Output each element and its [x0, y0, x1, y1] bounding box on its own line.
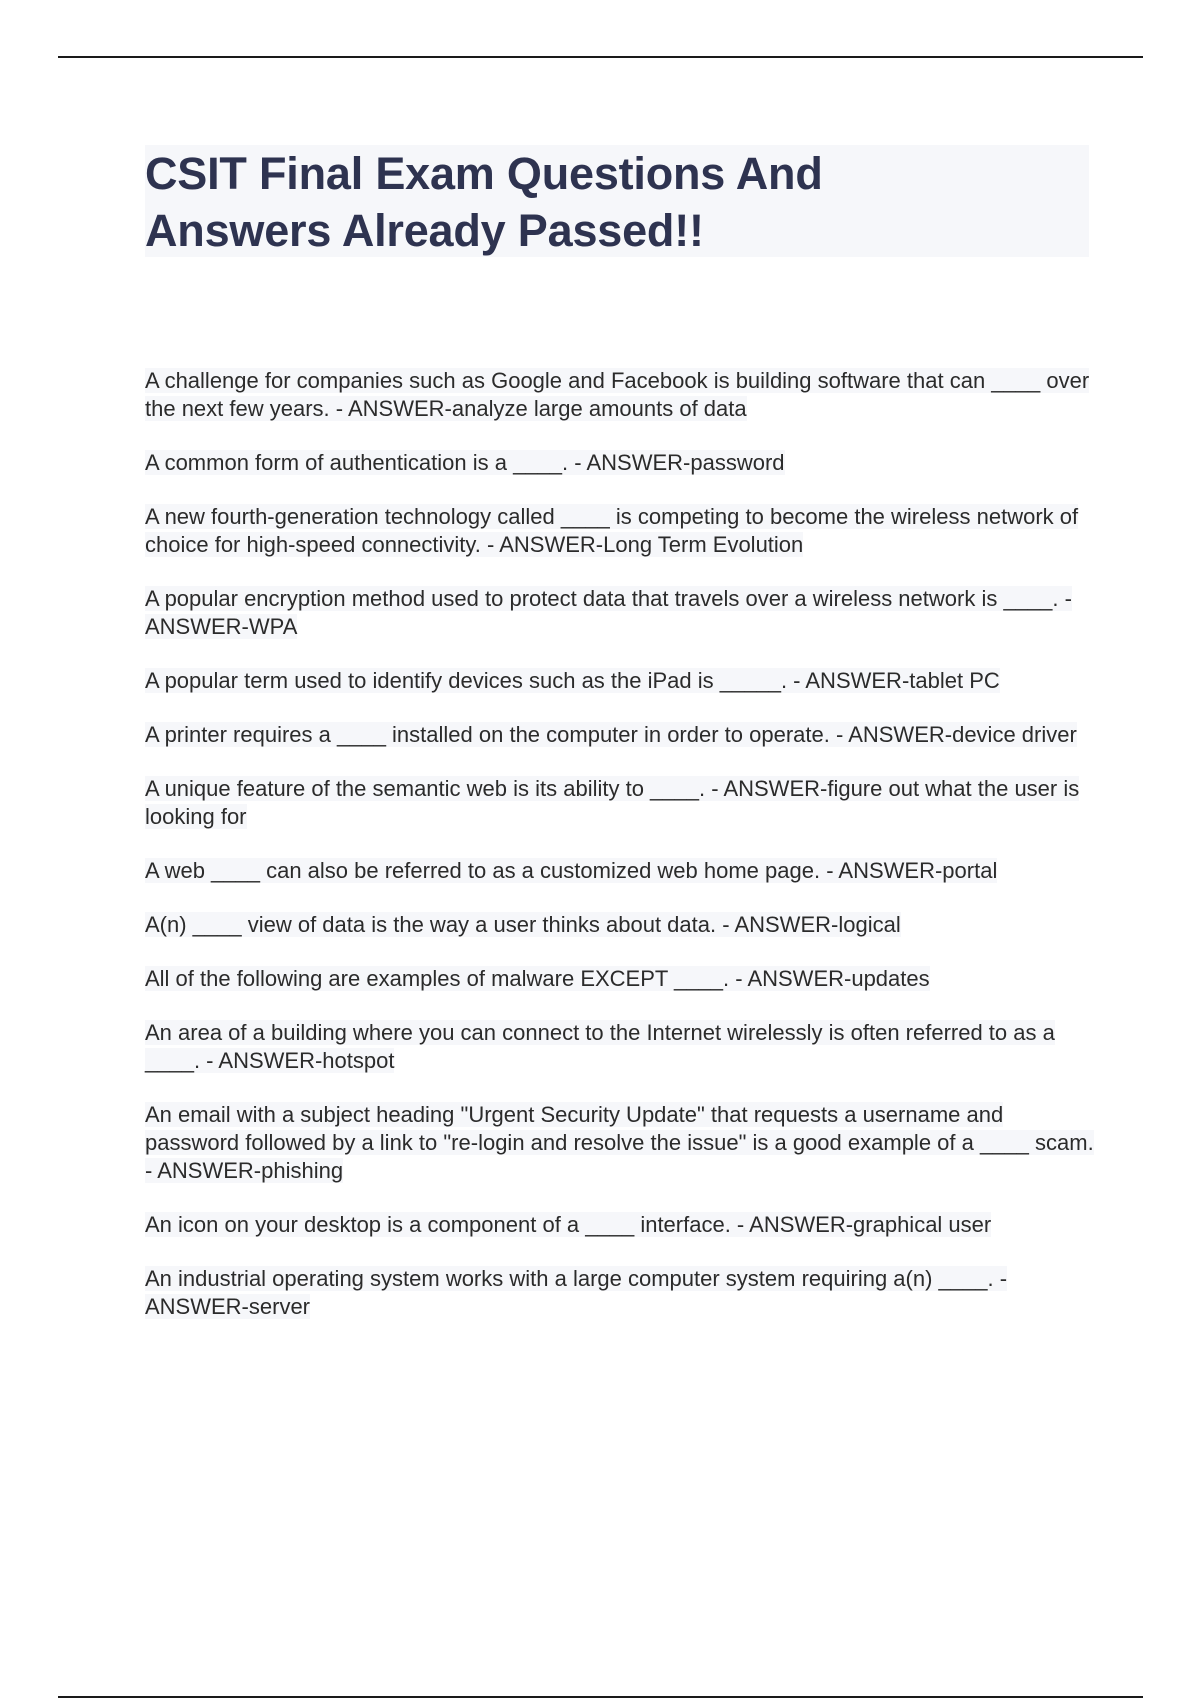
qa-item-text: A new fourth-generation technology called ____ is competing to become the wireless network of choice for high-speed connectivity. - ANSWER-Long Term Evolution — [145, 504, 1079, 557]
qa-item-text: An email with a subject heading "Urgent Security Update" that requests a username and password followed by a link to "re-login and resolve the issue" is a good example of a ____ scam. - ANSWER-phishing — [145, 1102, 1094, 1183]
qa-item-text: An industrial operating system works with a large computer system requiring a(n) ____. - ANSWER-server — [145, 1266, 1008, 1319]
qa-item — [145, 965, 1095, 993]
qa-item — [145, 367, 1095, 423]
qa-item-text: A popular encryption method used to protect data that travels over a wireless network is ____. - ANSWER-WPA — [145, 586, 1072, 639]
qa-item — [145, 1019, 1095, 1075]
qa-item — [145, 503, 1095, 559]
bottom-rule — [58, 1696, 1143, 1698]
qa-item-text: A(n) ____ view of data is the way a user thinks about data. - ANSWER-logical — [145, 912, 901, 937]
qa-list — [145, 367, 1095, 1347]
qa-item — [145, 667, 1095, 695]
qa-item-text: A printer requires a ____ installed on the computer in order to operate. - ANSWER-device driver — [145, 722, 1077, 747]
qa-item-text: An icon on your desktop is a component of a ____ interface. - ANSWER-graphical user — [145, 1212, 992, 1237]
qa-item — [145, 449, 1095, 477]
qa-item — [145, 775, 1095, 831]
qa-item-text: A challenge for companies such as Google and Facebook is building software that can ____ over the next few years. - ANSWER-analyze large amounts of data — [145, 368, 1090, 421]
qa-item — [145, 911, 1095, 939]
qa-item — [145, 1211, 1095, 1239]
document-title-line-2: Answers Already Passed!! — [145, 205, 704, 256]
document-title — [145, 145, 1089, 259]
qa-item — [145, 857, 1095, 885]
qa-item-text: A common form of authentication is a ____. - ANSWER-password — [145, 450, 785, 475]
document-title-line-1: CSIT Final Exam Questions And — [145, 148, 823, 199]
qa-item — [145, 1101, 1095, 1185]
qa-item-text: An area of a building where you can connect to the Internet wirelessly is often referred to as a ____. - ANSWER-hotspot — [145, 1020, 1055, 1073]
qa-item — [145, 585, 1095, 641]
qa-item — [145, 721, 1095, 749]
qa-item-text: A unique feature of the semantic web is its ability to ____. - ANSWER-figure out what the user is looking for — [145, 776, 1080, 829]
qa-item-text: All of the following are examples of malware EXCEPT ____. - ANSWER-updates — [145, 966, 930, 991]
qa-item-text: A popular term used to identify devices such as the iPad is _____. - ANSWER-tablet PC — [145, 668, 1000, 693]
top-rule — [58, 56, 1143, 58]
title-block — [145, 145, 1089, 257]
qa-item-text: A web ____ can also be referred to as a customized web home page. - ANSWER-portal — [145, 858, 998, 883]
qa-item — [145, 1265, 1095, 1321]
